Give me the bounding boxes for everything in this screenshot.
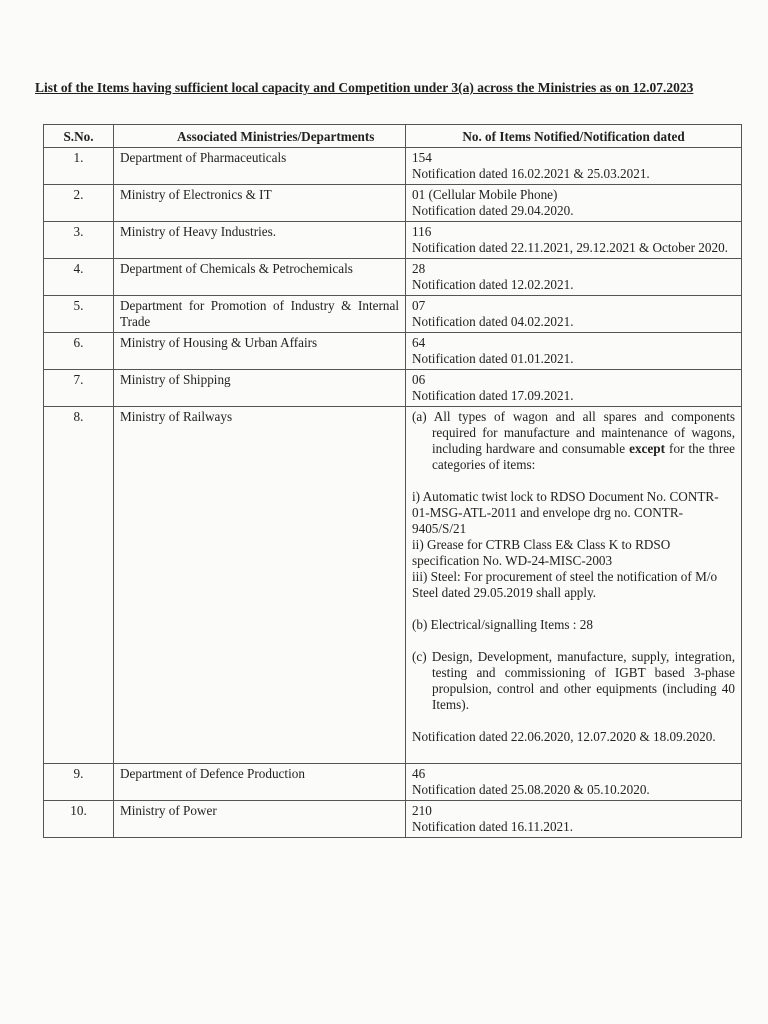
item-count: 46 xyxy=(412,766,426,781)
table-row xyxy=(44,296,742,333)
row-ministry: Ministry of Shipping xyxy=(114,370,406,407)
row-items xyxy=(406,259,742,296)
row-sno: 2. xyxy=(44,185,114,222)
row-sno: 9. xyxy=(44,764,114,801)
table-row xyxy=(44,370,742,407)
notification-text: Notification dated 16.02.2021 & 25.03.2021. xyxy=(412,166,650,181)
header-ministry: Associated Ministries/Departments xyxy=(114,125,406,148)
table-row xyxy=(44,407,742,764)
row-sno: 5. xyxy=(44,296,114,333)
row-ministry: Ministry of Railways xyxy=(114,407,406,764)
header-items: No. of Items Notified/Notification dated xyxy=(406,125,742,148)
row-sno: 7. xyxy=(44,370,114,407)
row-ministry: Ministry of Electronics & IT xyxy=(114,185,406,222)
railways-exception-i: i) Automatic twist lock to RDSO Document No. CONTR-01-MSG-ATL-2011 and envelope drg no. CONTR-9405/S/21 xyxy=(412,489,719,536)
row-items xyxy=(406,185,742,222)
row-items xyxy=(406,296,742,333)
item-count: 01 (Cellular Mobile Phone) xyxy=(412,187,558,202)
items-table xyxy=(43,124,742,838)
row-sno: 1. xyxy=(44,148,114,185)
table-row xyxy=(44,259,742,296)
item-count: 07 xyxy=(412,298,426,313)
railways-exception-ii: ii) Grease for CTRB Class E& Class K to RDSO specification No. WD-24-MISC-2003 xyxy=(412,537,671,568)
row-ministry: Ministry of Heavy Industries. xyxy=(114,222,406,259)
table-row xyxy=(44,764,742,801)
table-row xyxy=(44,185,742,222)
notification-text: Notification dated 22.11.2021, 29.12.2021 & October 2020. xyxy=(412,240,728,255)
item-count: 64 xyxy=(412,335,426,350)
railways-item-a: (a) All types of wagon and all spares and components required for manufacture and maintenance of wagons, including hardware and consumable except for the three categories of items: xyxy=(412,409,735,472)
row-sno: 6. xyxy=(44,333,114,370)
row-items xyxy=(406,370,742,407)
document-title: List of the Items having sufficient local capacity and Competition under 3(a) across the Ministries as on 12.07.2023 xyxy=(35,80,694,95)
row-items xyxy=(406,333,742,370)
row-items xyxy=(406,407,742,764)
row-items xyxy=(406,222,742,259)
row-ministry: Ministry of Power xyxy=(114,801,406,838)
row-ministry: Department of Defence Production xyxy=(114,764,406,801)
table-row xyxy=(44,801,742,838)
notification-text: Notification dated 16.11.2021. xyxy=(412,819,574,834)
row-items xyxy=(406,801,742,838)
item-count: 06 xyxy=(412,372,426,387)
notification-text: Notification dated 22.06.2020, 12.07.2020 & 18.09.2020. xyxy=(412,729,716,744)
row-items xyxy=(406,148,742,185)
notification-text: Notification dated 17.09.2021. xyxy=(412,388,574,403)
row-sno: 4. xyxy=(44,259,114,296)
row-ministry: Ministry of Housing & Urban Affairs xyxy=(114,333,406,370)
row-sno: 8. xyxy=(44,407,114,764)
notification-text: Notification dated 25.08.2020 & 05.10.2020. xyxy=(412,782,650,797)
table-header-row xyxy=(44,125,742,148)
notification-text: Notification dated 29.04.2020. xyxy=(412,203,574,218)
table-row xyxy=(44,222,742,259)
railways-exception-iii: iii) Steel: For procurement of steel the notification of M/o Steel dated 29.05.2019 shall apply. xyxy=(412,569,718,600)
row-ministry: Department of Chemicals & Petrochemicals xyxy=(114,259,406,296)
item-count: 116 xyxy=(412,224,432,239)
table-row xyxy=(44,148,742,185)
row-ministry: Department of Pharmaceuticals xyxy=(114,148,406,185)
railways-item-c: (c) Design, Development, manufacture, supply, integration, testing and commissioning of IGBT based 3-phase propulsion, control and other equipments (including 40 Items). xyxy=(412,649,735,712)
table-row xyxy=(44,333,742,370)
row-sno: 10. xyxy=(44,801,114,838)
row-ministry: Department for Promotion of Industry & Internal Trade xyxy=(114,296,406,333)
item-count: 28 xyxy=(412,261,426,276)
notification-text: Notification dated 12.02.2021. xyxy=(412,277,574,292)
item-count: 210 xyxy=(412,803,432,818)
header-sno: S.No. xyxy=(44,125,114,148)
railways-item-b: (b) Electrical/signalling Items : 28 xyxy=(412,617,593,632)
item-count: 154 xyxy=(412,150,432,165)
notification-text: Notification dated 04.02.2021. xyxy=(412,314,574,329)
notification-text: Notification dated 01.01.2021. xyxy=(412,351,574,366)
row-sno: 3. xyxy=(44,222,114,259)
row-items xyxy=(406,764,742,801)
